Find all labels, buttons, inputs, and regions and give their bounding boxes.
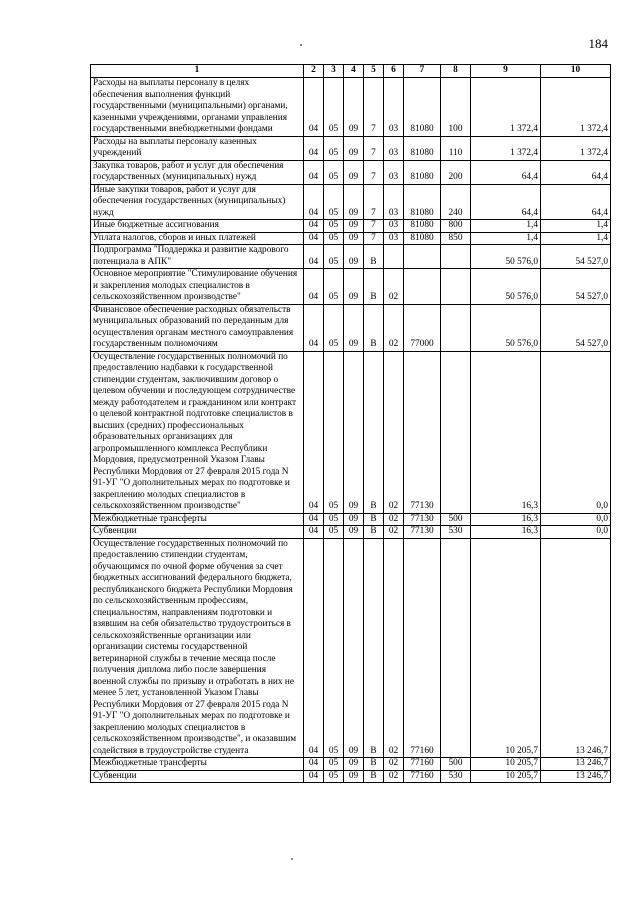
code-cell: В xyxy=(364,770,384,783)
code-cell: 04 xyxy=(304,538,324,758)
code-cell xyxy=(441,351,471,513)
code-cell xyxy=(441,269,471,305)
amount-cell: 13 246,7 xyxy=(541,538,611,758)
item-name-cell: Иные бюджетные ассигнования xyxy=(91,220,304,233)
item-name-cell: Закупка товаров, работ и услуг для обеспечения государственных (муниципальных) нужд xyxy=(91,160,304,184)
table-row xyxy=(91,220,611,233)
amount-cell: 50 576,0 xyxy=(471,269,541,305)
code-cell: 09 xyxy=(344,232,364,245)
table-row xyxy=(91,232,611,245)
table-row xyxy=(91,269,611,305)
item-name-cell: Иные закупки товаров, работ и услуг для обеспечения государственных (муниципальных) нужд xyxy=(91,184,304,220)
amount-cell: 64,4 xyxy=(471,160,541,184)
amount-cell: 10 205,7 xyxy=(471,770,541,783)
item-name-cell: Субвенции xyxy=(91,526,304,539)
code-cell: 05 xyxy=(324,304,344,351)
code-cell: 02 xyxy=(384,351,404,513)
amount-cell: 50 576,0 xyxy=(471,304,541,351)
code-cell: 77000 xyxy=(404,304,441,351)
code-cell: 05 xyxy=(324,538,344,758)
code-cell: 03 xyxy=(384,136,404,160)
code-cell: 09 xyxy=(344,136,364,160)
code-cell: 09 xyxy=(344,304,364,351)
amount-cell: 64,4 xyxy=(541,160,611,184)
item-name-cell: Осуществление государственных полномочий по предоставлению стипендии студентам, обучающимся по очной форме обучения за счет бюджетных ассигнований федерального бюджета, республиканского бюджета Республики Мордовия по сельскохозяйственным профессиям, специальностям, направлениям подготовки и взявшим на себя обязательство трудоустроиться в сельскохозяйственные организации или организации системы государственной ветеринарной службы в течение месяца после получения диплома либо после завершения военной службы по призыву и отработать в них не менее 5 лет, установленной Указом Главы Республики Мордовия от 27 февраля 2015 года N 91-УГ "О дополнительных мерах по подготовке и закреплению молодых специалистов в сельскохозяйственном производстве", и оказавшим содействия в трудоустройстве студента xyxy=(91,538,304,758)
code-cell: 7 xyxy=(364,160,384,184)
code-cell: 04 xyxy=(304,269,324,305)
code-cell: В xyxy=(364,758,384,771)
table-row xyxy=(91,538,611,758)
code-cell: 7 xyxy=(364,220,384,233)
code-cell: 03 xyxy=(384,184,404,220)
table-row xyxy=(91,184,611,220)
code-cell: 77130 xyxy=(404,351,441,513)
code-cell: 09 xyxy=(344,538,364,758)
code-cell xyxy=(441,245,471,269)
header-row xyxy=(91,65,611,78)
amount-cell: 50 576,0 xyxy=(471,245,541,269)
code-cell: 04 xyxy=(304,770,324,783)
code-cell: 81080 xyxy=(404,136,441,160)
item-name-cell: Финансовое обеспечение расходных обязательств муниципальных образований по переданным для осуществления органам местного самоуправления государственным полномочиям xyxy=(91,304,304,351)
code-cell: 09 xyxy=(344,513,364,526)
code-cell: 05 xyxy=(324,351,344,513)
item-name-cell: Межбюджетные трансферты xyxy=(91,758,304,771)
code-cell: 05 xyxy=(324,269,344,305)
amount-cell: 1,4 xyxy=(471,232,541,245)
code-cell: 77130 xyxy=(404,513,441,526)
amount-cell: 1 372,4 xyxy=(541,136,611,160)
code-cell: 02 xyxy=(384,538,404,758)
scan-dot xyxy=(300,44,302,46)
code-cell: 04 xyxy=(304,245,324,269)
code-cell: В xyxy=(364,513,384,526)
code-cell: 81080 xyxy=(404,160,441,184)
amount-cell: 10 205,7 xyxy=(471,538,541,758)
amount-cell: 54 527,0 xyxy=(541,304,611,351)
column-header: 8 xyxy=(441,65,471,78)
code-cell: 05 xyxy=(324,232,344,245)
table-row xyxy=(91,78,611,137)
code-cell: В xyxy=(364,538,384,758)
item-name-cell: Межбюджетные трансферты xyxy=(91,513,304,526)
table-row xyxy=(91,770,611,783)
code-cell: 81080 xyxy=(404,232,441,245)
column-header: 7 xyxy=(404,65,441,78)
table-row xyxy=(91,758,611,771)
code-cell: 09 xyxy=(344,160,364,184)
column-header: 1 xyxy=(91,65,304,78)
code-cell: 530 xyxy=(441,526,471,539)
code-cell: 05 xyxy=(324,758,344,771)
table-row xyxy=(91,513,611,526)
code-cell: 7 xyxy=(364,78,384,137)
code-cell: 04 xyxy=(304,351,324,513)
code-cell: 800 xyxy=(441,220,471,233)
code-cell: 81080 xyxy=(404,220,441,233)
code-cell: 05 xyxy=(324,770,344,783)
code-cell: 240 xyxy=(441,184,471,220)
code-cell: 09 xyxy=(344,220,364,233)
code-cell: 04 xyxy=(304,526,324,539)
column-header: 4 xyxy=(344,65,364,78)
item-name-cell: Субвенции xyxy=(91,770,304,783)
code-cell: В xyxy=(364,526,384,539)
code-cell: 02 xyxy=(384,526,404,539)
code-cell: 03 xyxy=(384,78,404,137)
item-name-cell: Осуществление государственных полномочий по предоставлению надбавки к государственной стипендии студентам, заключившим договор о целевом обучении и последующем сотрудничестве между работодателем и гражданином или контракт о целевой контрактной подготовке специалистов в высших (средних) профессиональных образовательных организациях для агропромышленного комплекса Республики Мордовия, предусмотренной Указом Главы Республики Мордовия от 27 февраля 2015 года N 91-УГ "О дополнительных мерах по подготовке и закреплению молодых специалистов в сельскохозяйственном производстве" xyxy=(91,351,304,513)
code-cell: 05 xyxy=(324,220,344,233)
column-header: 5 xyxy=(364,65,384,78)
budget-table xyxy=(90,64,611,783)
table-row xyxy=(91,245,611,269)
code-cell: 05 xyxy=(324,526,344,539)
code-cell: В xyxy=(364,304,384,351)
column-header: 3 xyxy=(324,65,344,78)
code-cell: 05 xyxy=(324,513,344,526)
column-header: 6 xyxy=(384,65,404,78)
code-cell xyxy=(384,245,404,269)
code-cell: 04 xyxy=(304,78,324,137)
amount-cell: 54 527,0 xyxy=(541,245,611,269)
code-cell: 09 xyxy=(344,351,364,513)
amount-cell: 64,4 xyxy=(541,184,611,220)
code-cell: 200 xyxy=(441,160,471,184)
code-cell: 09 xyxy=(344,770,364,783)
page-number: 184 xyxy=(588,36,608,51)
code-cell: 02 xyxy=(384,269,404,305)
amount-cell: 1 372,4 xyxy=(541,78,611,137)
code-cell: 500 xyxy=(441,513,471,526)
code-cell: 05 xyxy=(324,78,344,137)
table-row xyxy=(91,160,611,184)
code-cell: 7 xyxy=(364,136,384,160)
amount-cell: 1,4 xyxy=(541,220,611,233)
code-cell: 530 xyxy=(441,770,471,783)
code-cell: 09 xyxy=(344,526,364,539)
code-cell: 04 xyxy=(304,184,324,220)
amount-cell: 1 372,4 xyxy=(471,136,541,160)
code-cell: В xyxy=(364,245,384,269)
amount-cell: 13 246,7 xyxy=(541,758,611,771)
code-cell: 03 xyxy=(384,232,404,245)
code-cell: 04 xyxy=(304,232,324,245)
code-cell: 09 xyxy=(344,758,364,771)
code-cell xyxy=(441,538,471,758)
code-cell: 03 xyxy=(384,160,404,184)
table-row xyxy=(91,351,611,513)
code-cell: 02 xyxy=(384,304,404,351)
amount-cell: 0,0 xyxy=(541,526,611,539)
amount-cell: 54 527,0 xyxy=(541,269,611,305)
item-name-cell: Расходы на выплаты персоналу казенных учреждений xyxy=(91,136,304,160)
code-cell: 09 xyxy=(344,245,364,269)
code-cell: 850 xyxy=(441,232,471,245)
code-cell: 500 xyxy=(441,758,471,771)
code-cell: 77130 xyxy=(404,526,441,539)
code-cell: 04 xyxy=(304,513,324,526)
code-cell: 02 xyxy=(384,758,404,771)
amount-cell: 13 246,7 xyxy=(541,770,611,783)
code-cell: 7 xyxy=(364,232,384,245)
amount-cell: 0,0 xyxy=(541,513,611,526)
item-name-cell: Расходы на выплаты персоналу в целях обеспечения выполнения функций государственными (муниципальными) органами, казенными учреждениями, органами управления государственными внебюджетными фондами xyxy=(91,78,304,137)
column-header: 10 xyxy=(541,65,611,78)
item-name-cell: Уплата налогов, сборов и иных платежей xyxy=(91,232,304,245)
code-cell: 04 xyxy=(304,160,324,184)
code-cell: 09 xyxy=(344,78,364,137)
amount-cell: 10 205,7 xyxy=(471,758,541,771)
code-cell: 02 xyxy=(384,770,404,783)
amount-cell: 16,3 xyxy=(471,513,541,526)
code-cell: 09 xyxy=(344,184,364,220)
code-cell: 04 xyxy=(304,758,324,771)
code-cell: 110 xyxy=(441,136,471,160)
code-cell: 05 xyxy=(324,245,344,269)
code-cell: 77160 xyxy=(404,770,441,783)
code-cell xyxy=(404,269,441,305)
amount-cell: 64,4 xyxy=(471,184,541,220)
code-cell: 02 xyxy=(384,513,404,526)
table-row xyxy=(91,136,611,160)
column-header: 9 xyxy=(471,65,541,78)
amount-cell: 1,4 xyxy=(541,232,611,245)
code-cell: 05 xyxy=(324,184,344,220)
code-cell: 77160 xyxy=(404,538,441,758)
item-name-cell: Подпрограмма "Поддержка и развитие кадрового потенциала в АПК" xyxy=(91,245,304,269)
amount-cell: 0,0 xyxy=(541,351,611,513)
amount-cell: 1,4 xyxy=(471,220,541,233)
code-cell: 05 xyxy=(324,160,344,184)
code-cell: В xyxy=(364,351,384,513)
scan-dot xyxy=(291,858,293,860)
amount-cell: 1 372,4 xyxy=(471,78,541,137)
code-cell: 04 xyxy=(304,136,324,160)
amount-cell: 16,3 xyxy=(471,526,541,539)
amount-cell: 16,3 xyxy=(471,351,541,513)
code-cell: 7 xyxy=(364,184,384,220)
table-row xyxy=(91,304,611,351)
code-cell xyxy=(404,245,441,269)
code-cell: 100 xyxy=(441,78,471,137)
code-cell: В xyxy=(364,269,384,305)
code-cell: 04 xyxy=(304,304,324,351)
item-name-cell: Основное мероприятие "Стимулирование обучения и закрепления молодых специалистов в сельскохозяйственном производстве" xyxy=(91,269,304,305)
code-cell: 04 xyxy=(304,220,324,233)
column-header: 2 xyxy=(304,65,324,78)
code-cell: 05 xyxy=(324,136,344,160)
code-cell: 77160 xyxy=(404,758,441,771)
code-cell: 09 xyxy=(344,269,364,305)
code-cell: 81080 xyxy=(404,184,441,220)
table-row xyxy=(91,526,611,539)
code-cell: 81080 xyxy=(404,78,441,137)
code-cell xyxy=(441,304,471,351)
code-cell: 03 xyxy=(384,220,404,233)
